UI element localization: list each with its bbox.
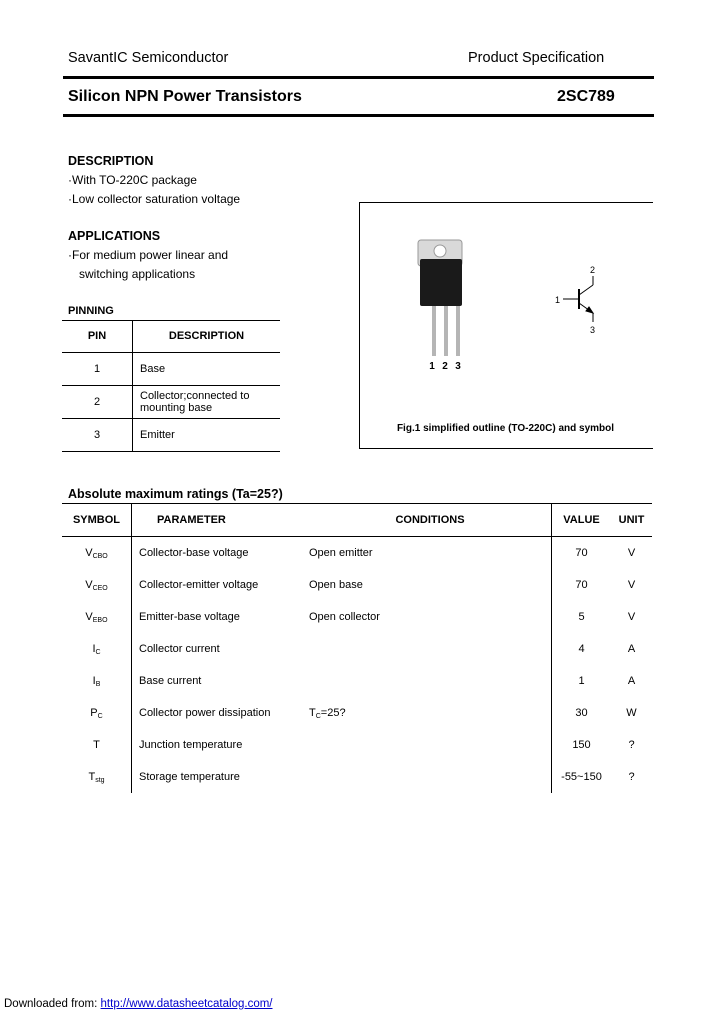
- table-row: [62, 419, 280, 452]
- rating-unit: V: [627, 611, 636, 623]
- rating-condition: [309, 665, 552, 697]
- part-number: 2SC789: [557, 88, 615, 105]
- rating-symbol: T: [62, 729, 132, 761]
- symbol-label-emitter: 3: [590, 325, 596, 335]
- description-item-1: ·With TO-220C package: [68, 173, 197, 187]
- table-row: [62, 386, 280, 419]
- rating-condition: [309, 633, 552, 665]
- table-row: [62, 697, 652, 729]
- table-row: [62, 601, 652, 633]
- rating-condition: Open emitter: [309, 547, 373, 559]
- rating-unit: V: [627, 579, 636, 591]
- symbol-label-base: 1: [555, 295, 561, 305]
- rating-unit: ?: [628, 739, 635, 751]
- rating-parameter: Emitter-base voltage: [139, 611, 240, 623]
- figure-box: [359, 202, 653, 449]
- rating-symbol: $V_{CEO}$: [62, 569, 132, 601]
- rating-symbol: $V_{EBO}$: [62, 601, 132, 633]
- lead-label-1: 1: [429, 361, 435, 372]
- rating-condition: Open base: [309, 579, 363, 591]
- ratings-title: Absolute maximum ratings (Ta=25?): [68, 487, 283, 501]
- pin-column-header: PIN: [62, 320, 133, 353]
- rating-parameter: Junction temperature: [139, 739, 243, 751]
- footer-link[interactable]: http://www.datasheetcatalog.com/: [100, 998, 273, 1010]
- rating-parameter: Collector-base voltage: [139, 547, 249, 559]
- figure-drawing: [360, 203, 653, 448]
- lead-label-2: 2: [442, 361, 448, 372]
- document-title: Silicon NPN Power Transistors: [68, 88, 302, 105]
- ratings-table: [62, 503, 652, 793]
- rating-unit: W: [626, 707, 637, 719]
- pinning-heading: PINNING: [68, 305, 114, 317]
- rating-condition: [309, 729, 552, 761]
- table-row: [62, 761, 652, 793]
- rating-value: 5: [552, 601, 612, 633]
- pin-number: 3: [62, 419, 133, 452]
- company-name: SavantIC Semiconductor: [68, 50, 229, 66]
- footer-prefix: Downloaded from:: [4, 998, 101, 1010]
- table-row: [62, 537, 652, 570]
- rating-symbol: $T_{stg}$: [62, 761, 132, 793]
- rating-symbol: $I_B$: [62, 665, 132, 697]
- rating-parameter: Collector-emitter voltage: [139, 579, 259, 591]
- rating-value: 70: [552, 569, 612, 601]
- rating-symbol: $I_C$: [62, 633, 132, 665]
- rating-value: -55~150: [552, 761, 612, 793]
- table-row: [62, 665, 652, 697]
- spec-label: Product Specification: [468, 50, 605, 66]
- footer: [4, 998, 273, 1010]
- rating-unit: ?: [628, 771, 635, 783]
- npn-transistor-symbol-icon: [563, 276, 593, 322]
- table-row: [62, 729, 652, 761]
- lead-label-3: 3: [455, 361, 461, 372]
- pin-number: 1: [62, 353, 133, 386]
- rating-parameter: Collector power dissipation: [139, 707, 271, 719]
- conditions-column-header: CONDITIONS: [309, 504, 552, 537]
- table-row: [62, 353, 280, 386]
- pin-description: [133, 386, 281, 419]
- applications-heading: APPLICATIONS: [68, 229, 161, 243]
- table-row: [62, 569, 652, 601]
- rating-condition: [309, 761, 552, 793]
- pin-description: Emitter: [133, 419, 281, 452]
- pin-description-line: mounting base: [140, 402, 213, 414]
- rating-value: 30: [552, 697, 612, 729]
- symbol-label-collector: 2: [590, 265, 596, 275]
- pin-number: 2: [62, 386, 133, 419]
- pinning-table: [62, 320, 280, 452]
- rating-unit: A: [627, 675, 636, 687]
- symbol-column-header: SYMBOL: [62, 504, 132, 537]
- rating-value: 70: [552, 537, 612, 570]
- rating-value: 150: [552, 729, 612, 761]
- table-row: [62, 633, 652, 665]
- header-rule-bottom: [63, 114, 654, 117]
- rating-condition: Open collector: [309, 611, 380, 623]
- pin-description: Base: [133, 353, 281, 386]
- rating-unit: A: [627, 643, 636, 655]
- figure-caption: Fig.1 simplified outline (TO-220C) and symbol: [396, 423, 615, 434]
- rating-parameter: Collector current: [139, 643, 220, 655]
- to220-package-illustration: [418, 240, 462, 356]
- rating-value: 1: [552, 665, 612, 697]
- applications-line-1: ·For medium power linear and: [68, 248, 229, 262]
- ratings-header-row: [62, 504, 652, 537]
- rating-condition: $T_C=25$?: [309, 706, 346, 720]
- applications-line-2: switching applications: [79, 267, 196, 281]
- description-heading: DESCRIPTION: [68, 154, 154, 168]
- pin-description-line: Collector;connected to: [140, 390, 250, 402]
- rating-parameter: Base current: [139, 675, 202, 687]
- parameter-column-header: PARAMETER: [132, 504, 310, 537]
- rating-value: 4: [552, 633, 612, 665]
- rating-symbol: $V_{CBO}$: [62, 537, 132, 570]
- rating-parameter: Storage temperature: [139, 771, 240, 783]
- rating-symbol: $P_C$: [62, 697, 132, 729]
- value-column-header: VALUE: [552, 504, 612, 537]
- rating-unit: V: [627, 547, 636, 559]
- description-item-2: ·Low collector saturation voltage: [68, 192, 241, 206]
- unit-column-header: UNIT: [611, 504, 652, 537]
- pin-description-column-header: DESCRIPTION: [133, 320, 281, 353]
- header-rule-top: [63, 76, 654, 79]
